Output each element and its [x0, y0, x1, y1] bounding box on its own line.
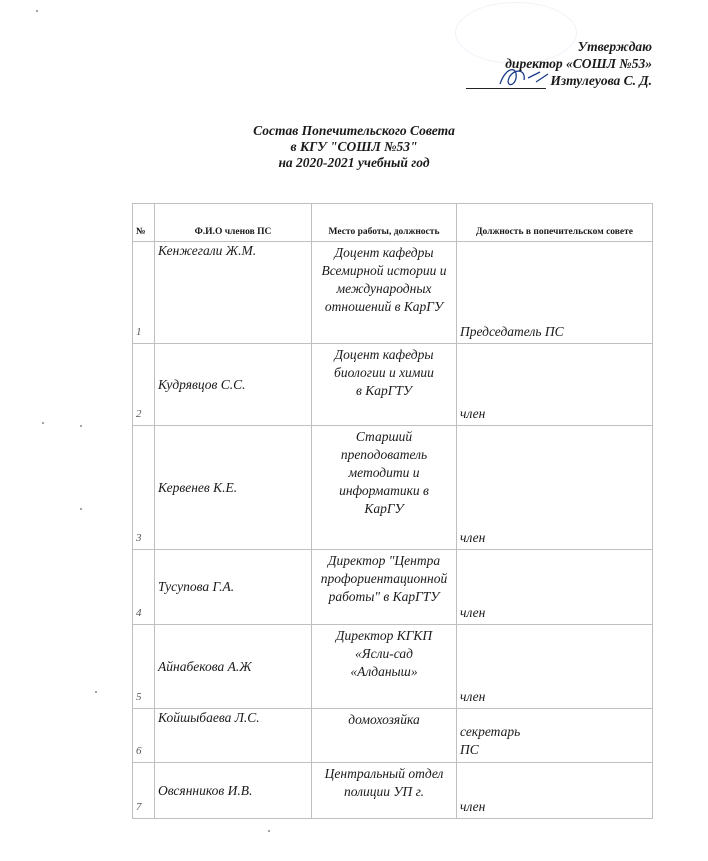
signatory-name: Изтулеуова С. Д. [550, 73, 652, 88]
work-line: международных [336, 281, 432, 296]
document-title [0, 123, 708, 171]
table-row [133, 709, 653, 763]
row-num: 2 [133, 344, 155, 426]
table-row [133, 625, 653, 709]
signature-icon [496, 64, 556, 90]
work-line: Центральный отдел [324, 766, 444, 781]
header-num: № [133, 204, 155, 242]
row-num: 3 [133, 426, 155, 550]
scan-speck [42, 422, 44, 424]
table-row [133, 426, 653, 550]
member-name: Овсянников И.В. [155, 763, 312, 819]
work-line: Старший [355, 429, 413, 444]
member-work [312, 242, 457, 344]
approval-director: директор «СОШЛ №53» [505, 56, 652, 71]
row-num: 1 [133, 242, 155, 344]
approval-title: Утверждаю [577, 39, 652, 54]
work-line: в КарГТУ [356, 383, 412, 398]
header-position: Должность в попечительском совете [457, 204, 653, 242]
member-work [312, 426, 457, 550]
approval-block [466, 38, 652, 89]
member-name: Кенжегали Ж.М. [155, 242, 312, 344]
table-header-row [133, 204, 653, 242]
member-name: Кервенев К.Е. [155, 426, 312, 550]
approval-signatory [466, 72, 652, 89]
work-line: Доцент кафедры [334, 245, 434, 260]
table-row [133, 242, 653, 344]
member-name: Койшыбаева Л.С. [155, 709, 312, 763]
table-row [133, 550, 653, 625]
scan-speck [80, 425, 82, 427]
member-work [312, 709, 457, 763]
row-num: 6 [133, 709, 155, 763]
work-line: Доцент кафедры [334, 347, 434, 362]
work-line: Директор КГКП [335, 628, 433, 643]
member-work [312, 550, 457, 625]
scan-speck [95, 691, 97, 693]
member-position: член [457, 625, 653, 709]
title-line-3: на 2020-2021 учебный год [278, 155, 430, 170]
board-members-table [132, 203, 653, 819]
member-name: Тусупова Г.А. [155, 550, 312, 625]
header-name: Ф.И.О членов ПС [155, 204, 312, 242]
member-position: член [457, 763, 653, 819]
member-name: Айнабекова А.Ж [155, 625, 312, 709]
position-line: секретарь [460, 724, 521, 739]
row-num: 4 [133, 550, 155, 625]
work-line: Директор "Центра [327, 553, 441, 568]
scan-speck [80, 508, 82, 510]
scan-speck [268, 830, 270, 832]
table-row [133, 763, 653, 819]
row-num: 5 [133, 625, 155, 709]
work-line: полиции УП г. [343, 784, 425, 799]
work-line: методити и [348, 465, 420, 480]
work-line: работы" в КарГТУ [328, 589, 440, 604]
member-work [312, 625, 457, 709]
work-line: биологии и химии [334, 365, 434, 380]
work-line: КарГУ [364, 501, 404, 516]
row-num: 7 [133, 763, 155, 819]
work-line: профориентационной [320, 571, 448, 586]
title-line-1: Состав Попечительского Совета [253, 123, 455, 138]
member-work [312, 344, 457, 426]
work-line: отношений в КарГУ [324, 299, 444, 314]
work-line: «Ясли-сад [355, 646, 413, 661]
work-line: информатики в [339, 483, 429, 498]
title-line-2: в КГУ "СОШЛ №53" [290, 139, 418, 154]
member-position: Председатель ПС [457, 242, 653, 344]
position-line: ПС [460, 742, 479, 757]
member-position: член [457, 344, 653, 426]
work-line: Всемирной истории и [321, 263, 447, 278]
header-work: Место работы, должность [312, 204, 457, 242]
table-row [133, 344, 653, 426]
work-line: «Алданыш» [350, 664, 418, 679]
member-position: член [457, 550, 653, 625]
member-position: член [457, 426, 653, 550]
member-work [312, 763, 457, 819]
member-name: Кудрявцов С.С. [155, 344, 312, 426]
signature-line [466, 74, 546, 89]
member-position [457, 709, 653, 763]
work-line: домохозяйка [348, 712, 420, 727]
work-line: преподователь [340, 447, 428, 462]
scan-speck [36, 10, 38, 12]
